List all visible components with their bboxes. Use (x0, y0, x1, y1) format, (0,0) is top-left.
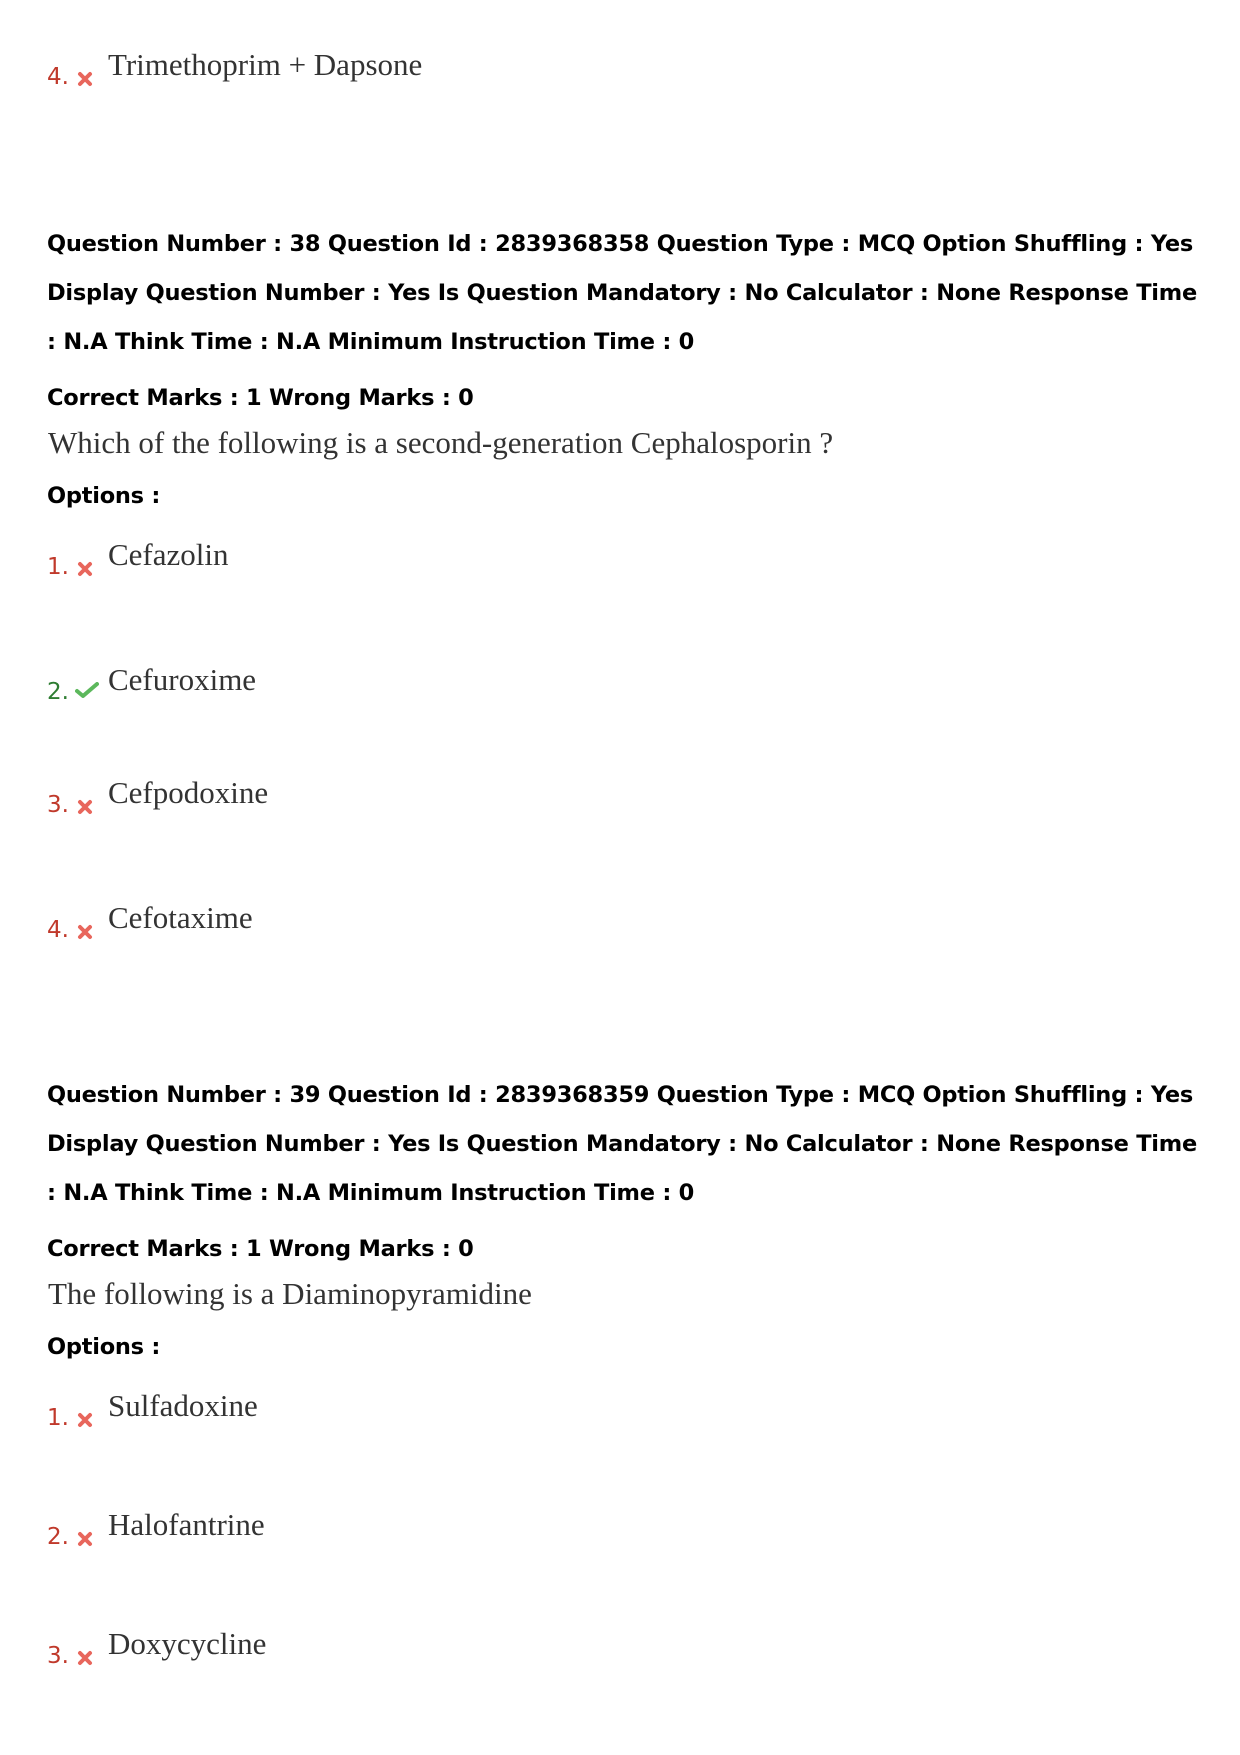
question-meta-line: : N.A Think Time : N.A Minimum Instruction Time : 0 (47, 329, 695, 355)
question-meta-line: Question Number : 38 Question Id : 2839368358 Question Type : MCQ Option Shuffling : Yes (47, 231, 1193, 257)
checkmark-icon (75, 682, 99, 698)
question-marks: Correct Marks : 1 Wrong Marks : 0 (47, 385, 474, 411)
option-text: Cefpodoxine (108, 775, 269, 810)
option-number: 2. (47, 679, 69, 705)
option-text: Doxycycline (108, 1626, 267, 1661)
option-row (47, 1507, 647, 1552)
option-row (47, 775, 647, 820)
cross-icon (77, 924, 93, 940)
option-text: Cefuroxime (108, 662, 257, 697)
question-text: Which of the following is a second-generation Cephalosporin ? (48, 425, 834, 460)
question-text: The following is a Diaminopyramidine (48, 1276, 532, 1311)
option-number: 3. (47, 1643, 69, 1669)
question-meta-line: : N.A Think Time : N.A Minimum Instruction Time : 0 (47, 1180, 695, 1206)
cross-icon (77, 1650, 93, 1666)
question-marks: Correct Marks : 1 Wrong Marks : 0 (47, 1236, 474, 1262)
cross-icon (77, 71, 93, 87)
cross-icon (77, 799, 93, 815)
question-meta-line: Display Question Number : Yes Is Question Mandatory : No Calculator : None Response Time (47, 280, 1197, 306)
option-text: Sulfadoxine (108, 1388, 258, 1423)
option-number: 2. (47, 1524, 69, 1550)
cross-icon (77, 561, 93, 577)
option-text: Trimethoprim + Dapsone (108, 47, 423, 82)
option-text: Cefotaxime (108, 900, 253, 935)
option-row (47, 537, 647, 582)
cross-icon (77, 1412, 93, 1428)
option-number: 4. (47, 917, 69, 943)
option-number: 1. (47, 1405, 69, 1431)
option-number: 1. (47, 554, 69, 580)
option-number: 4. (47, 64, 69, 90)
option-row (47, 1388, 647, 1433)
options-label: Options : (47, 1334, 161, 1360)
option-row (47, 662, 647, 707)
cross-icon (77, 1531, 93, 1547)
question-meta-line: Question Number : 39 Question Id : 2839368359 Question Type : MCQ Option Shuffling : Yes (47, 1082, 1193, 1108)
option-number: 3. (47, 792, 69, 818)
question-meta-line: Display Question Number : Yes Is Question Mandatory : No Calculator : None Response Time (47, 1131, 1197, 1157)
option-text: Cefazolin (108, 537, 229, 572)
option-row (47, 1626, 647, 1671)
option-text: Halofantrine (108, 1507, 265, 1542)
option-row (47, 900, 647, 945)
options-label: Options : (47, 483, 161, 509)
option-row (47, 47, 647, 92)
